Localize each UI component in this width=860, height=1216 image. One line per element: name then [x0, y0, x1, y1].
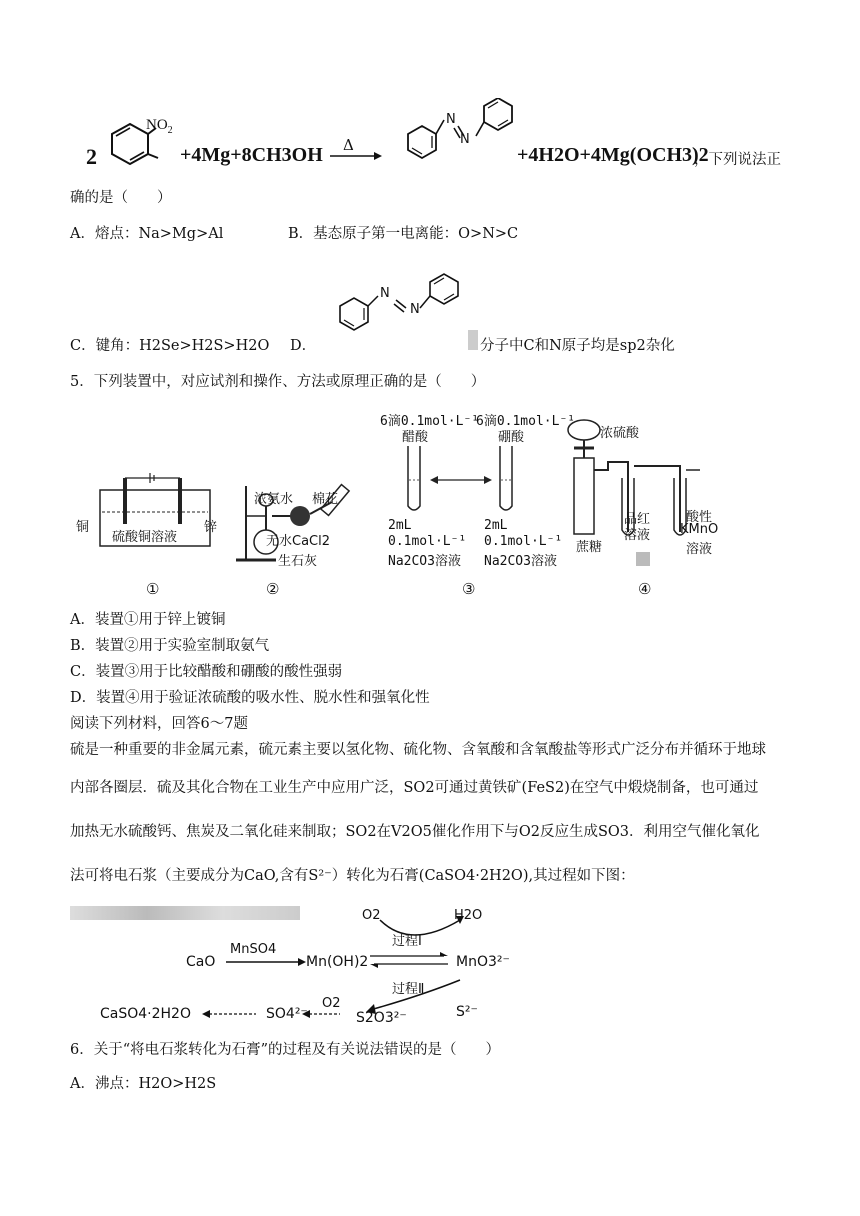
fig1-solution-label: 硫酸铜溶液: [112, 530, 178, 545]
reaction-products: +4H2O+4Mg(OCH3)2: [517, 144, 709, 166]
scheme-gypsum: CaSO4·2H2O: [100, 1006, 191, 1022]
azo-n2: N: [460, 132, 470, 147]
reaction-reagents: +4Mg+8CH3OH: [180, 144, 323, 166]
q4-option-b: B．基态原子第一电离能：O>N>C: [288, 226, 519, 242]
azo-n1: N: [446, 112, 456, 127]
fig3-bot1-a: 2mL: [388, 518, 412, 533]
fig4-pin2-label: 溶液: [624, 528, 651, 543]
fig4-acid-label: 浓硫酸: [600, 426, 640, 441]
fig3-bot2-a: 2mL: [484, 518, 508, 533]
azobenzene-structure-d: [326, 272, 476, 338]
scheme-step-2: 过程Ⅱ: [392, 982, 425, 997]
q5-option-a: A．装置①用于锌上镀铜: [70, 612, 226, 628]
fig3-bot2-c: Na2CO3溶液: [484, 554, 557, 569]
fig1-left-label: 铜: [76, 520, 90, 535]
fig4-kmno-a: 酸性: [686, 510, 713, 525]
q4-option-d-text: 分子中C和N原子均是sp2杂化: [480, 338, 675, 354]
scheme-cao: CaO: [186, 954, 216, 970]
nitro-group-label: $NO_2$: [146, 117, 173, 136]
fig3-top2-a: 6滴0.1mol·L⁻¹: [476, 414, 576, 429]
scheme-mnso4: MnSO4: [230, 942, 277, 957]
q5-option-d: D．装置④用于验证浓硫酸的吸水性、脱水性和强氧化性: [70, 690, 430, 706]
fig3-number: ③: [462, 580, 476, 598]
scheme-s2: S²⁻: [456, 1004, 478, 1020]
azo-d-n1: N: [380, 286, 390, 301]
fig3-bot1-b: 0.1mol·L⁻¹: [388, 534, 467, 549]
q4-stem-end: 确的是（ ）: [70, 190, 172, 206]
material-paragraph-4: 法可将电石浆（主要成分为CaO,含有S²⁻）转化为石膏(CaSO4·2H2O),其过程如下图：: [70, 868, 635, 884]
fig3-top1-a: 6滴0.1mol·L⁻¹: [380, 414, 480, 429]
fig4-kmno-c: 溶液: [686, 542, 713, 557]
scheme-step-1: 过程Ⅰ: [392, 934, 422, 949]
q5-option-c: C．装置③用于比较醋酸和硼酸的酸性强弱: [70, 664, 343, 680]
scheme-mnoh2: Mn(OH)2: [306, 954, 369, 970]
fig2-label-ammonia: 浓氨水: [254, 492, 294, 507]
q4-option-d-label: D．: [290, 338, 317, 354]
fig4-number: ④: [638, 580, 652, 598]
fig4-kmno-b: KMnO: [680, 522, 719, 537]
q6-stem: 6．关于“将电石浆转化为石膏”的过程及有关说法错误的是（ ）: [70, 1042, 501, 1058]
scheme-h2o-top: H2O: [454, 908, 483, 923]
fig3-top2-b: 硼酸: [498, 430, 525, 445]
fig2-label-cotton: 棉花: [312, 492, 339, 507]
heat-symbol: Δ: [343, 136, 354, 154]
scheme-o2-top: O2: [362, 908, 381, 923]
fig2-label-lime: 生石灰: [278, 554, 318, 569]
fig1-number: ①: [146, 580, 160, 598]
fig4-sugar-label: 蔗糖: [576, 540, 603, 555]
scheme-s2o3: S2O3²⁻: [356, 1010, 407, 1026]
blur-mark: [636, 552, 650, 566]
fig2-number: ②: [266, 580, 280, 598]
fig2-label-cacl2: 无水CaCl2: [266, 534, 331, 549]
scheme-mno3: MnO3²⁻: [456, 954, 510, 970]
apparatus-4: [560, 410, 760, 550]
reaction-arrow: [330, 150, 382, 162]
fig3-bot2-b: 0.1mol·L⁻¹: [484, 534, 563, 549]
q5-option-b: B．装置②用于实验室制取氨气: [70, 638, 270, 654]
fig3-bot1-c: Na2CO3溶液: [388, 554, 461, 569]
fig1-right-label: 锌: [204, 520, 218, 535]
fig3-tubes: [400, 444, 530, 516]
azobenzene-structure: [388, 98, 518, 176]
scheme-so4: SO4²⁻: [266, 1006, 308, 1022]
q6-option-a: A．沸点：H2O>H2S: [70, 1076, 217, 1092]
q4-option-c: C．键角：H2Se>H2S>H2O: [70, 338, 270, 354]
azo-d-n2: N: [410, 302, 420, 317]
q5-stem: 5．下列装置中，对应试剂和操作、方法或原理正确的是（ ）: [70, 374, 486, 390]
fig4-pin-label: 品红: [624, 512, 651, 527]
material-intro: 阅读下列材料，回答6～7题: [70, 716, 248, 732]
blur-mark: [468, 330, 478, 350]
q4-option-a: A．熔点：Na>Mg>Al: [70, 226, 224, 242]
scheme-o2-bottom: O2: [322, 996, 341, 1011]
reaction-tail: ，下列说法正: [694, 152, 781, 168]
reaction-coefficient: 2: [86, 144, 97, 169]
fig3-top1-b: 醋酸: [402, 430, 429, 445]
material-paragraph-1: 硫是一种重要的非金属元素，硫元素主要以氢化物、硫化物、含氧酸和含氧酸盐等形式广泛分布并循环于地球: [70, 742, 766, 758]
material-paragraph-3: 加热无水硫酸钙、焦炭及二氧化硅来制取；SO2在V2O5催化作用下与O2反应生成SO3．利用空气催化氧化: [70, 824, 760, 840]
material-paragraph-2: 内部各圈层．硫及其化合物在工业生产中应用广泛，SO2可通过黄铁矿(FeS2)在空气中煅烧制备，也可通过: [70, 780, 759, 796]
